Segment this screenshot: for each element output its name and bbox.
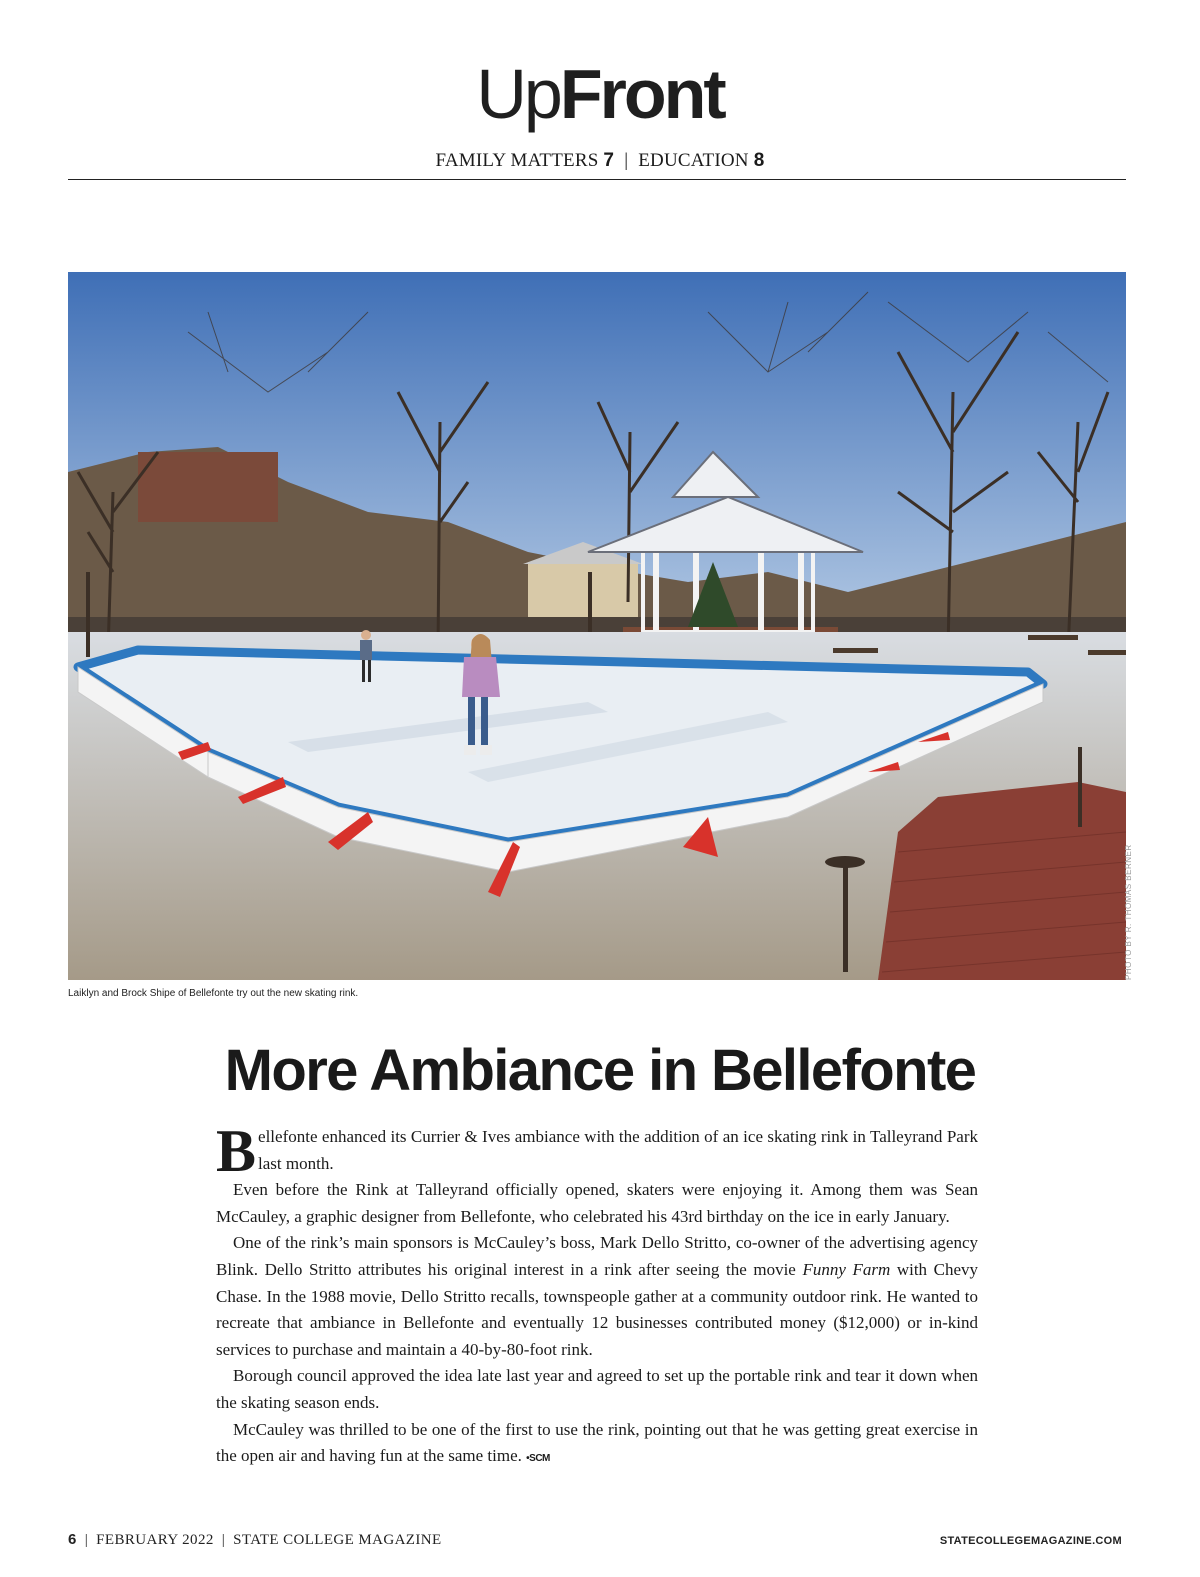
section-separator: | [624,150,629,171]
website-link[interactable]: STATECOLLEGEMAGAZINE.COM [939,1535,1122,1547]
section-link-family-matters[interactable]: FAMILY MATTERS 7 [435,150,615,171]
article-paragraph-1: Bellefonte enhanced its Currier & Ives ambiance with the addition of an ice skating rink in Talleyrand Park last month. [216,1118,978,1184]
issue-date: FEBRUARY 2022 [96,1532,214,1548]
article-paragraph-3: One of the rink’s main sponsors is McCauley’s boss, Mark Dello Stritto, co-owner of the advertising agency Blink. Dello Stritto attributes his original interest in a rink after seeing the movie Funny Farm with Chevy Chase. In the 1988 movie, Dello Stritto recalls, townspeople gather at a community outdoor rink. He wanted to recreate that ambiance in Bellefonte and eventually 12 businesses contributed money ($12,000) or in-kind services to purchase and maintain a 40-by-80-foot rink. [216,1233,979,1359]
page-footer-folio: 6 | FEBRUARY 2022 | STATE COLLEGE MAGAZINE [68,1531,442,1548]
article-body [216,1118,979,1473]
section-link-education[interactable]: EDUCATION 8 [638,150,765,171]
end-mark: •SCM [526,1453,550,1465]
photo-caption: Laiklyn and Brock Shipe of Bellefonte try out the new skating rink. [68,988,359,999]
page-number: 6 [68,1531,77,1548]
drop-cap: B [216,1118,257,1184]
article-paragraph-4: Borough council approved the idea late last year and agreed to set up the portable rink and tear it down when the skating season ends. [216,1366,978,1412]
masthead-divider [68,179,1126,180]
movie-title: Funny Farm [802,1259,891,1279]
article-paragraph-5: McCauley was thrilled to be one of the first to use the rink, pointing out that he was getting great exercise in the open air and having fun at the same time. •SCM [216,1419,978,1466]
photo-credit: PHOTO BY R. THOMAS BERNER [1124,844,1133,980]
article-headline: More Ambiance in Bellefonte [224,1038,976,1103]
section-index [0,150,1200,172]
section-masthead [0,52,1200,136]
masthead-bold: Front [559,55,724,133]
masthead-light: Up [476,55,560,133]
rink-photo [68,272,1126,980]
article-paragraph-2: Even before the Rink at Talleyrand officially opened, skaters were enjoying it. Among them was Sean McCauley, a graphic designer from Bellefonte, who celebrated his 43rd birthday on the ice in early January. [216,1180,978,1226]
publication-name: STATE COLLEGE MAGAZINE [233,1532,442,1548]
